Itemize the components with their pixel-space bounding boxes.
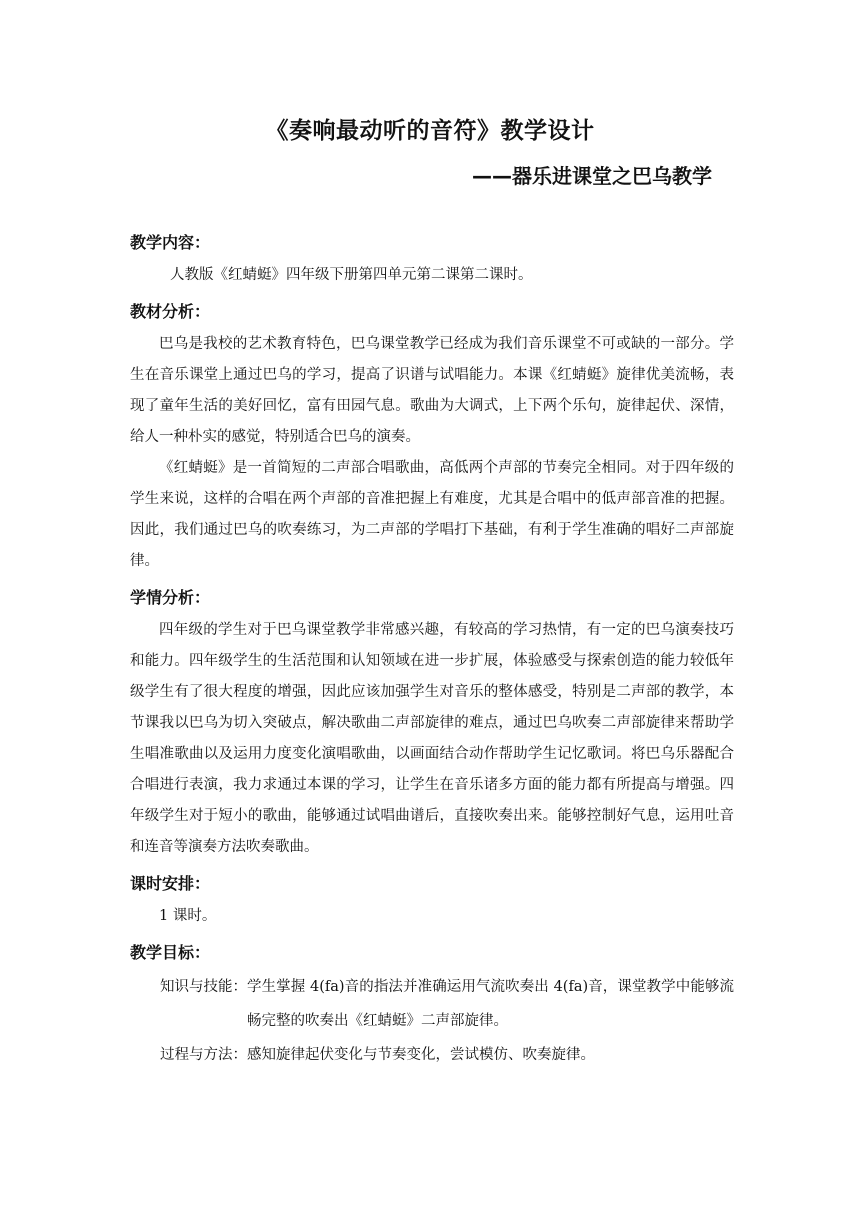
section-heading-content: 教学内容： (130, 233, 211, 252)
goal-item-knowledge-skills (130, 970, 734, 1038)
content-text: 人教版《红蜻蜓》四年级下册第四单元第二课第二课时。 (170, 267, 533, 283)
goal-text: 感知旋律起伏变化与节奏变化，尝试模仿、吹奏旋律。 (247, 1047, 595, 1063)
section-heading-textbook-analysis: 教材分析： (130, 302, 211, 321)
document-body (130, 226, 734, 1072)
section-heading-student-analysis: 学情分析： (130, 588, 211, 607)
goal-item-process-method (130, 1038, 734, 1072)
goal-text: 学生掌握 4(fa)音的指法并准确运用气流吹奏出 4(fa)音，课堂教学中能够流畅完整的吹奏出《红蜻蜓》二声部旋律。 (247, 979, 734, 1029)
schedule-text: 1 课时。 (159, 908, 217, 924)
goal-label: 过程与方法： (160, 1047, 247, 1063)
goal-label: 知识与技能： (160, 979, 247, 995)
textbook-analysis-paragraph-1: 巴乌是我校的艺术教育特色，巴乌课堂教学已经成为我们音乐课堂不可或缺的一部分。学生在音乐课堂上通过巴乌的学习，提高了识谱与试唱能力。本课《红蜻蜓》旋律优美流畅，表现了童年生活的美好回忆，富有田园气息。歌曲为大调式，上下两个乐句，旋律起伏、深情，给人一种朴实的感觉，特别适合巴乌的演奏。 (130, 336, 734, 445)
textbook-analysis-paragraph-2: 《红蜻蜓》是一首简短的二声部合唱歌曲，高低两个声部的节奏完全相同。对于四年级的学生来说，这样的合唱在两个声部的音准把握上有难度，尤其是合唱中的低声部音准的把握。因此，我们通过巴乌的吹奏练习，为二声部的学唱打下基础，有利于学生准确的唱好二声部旋律。 (130, 460, 734, 569)
section-heading-schedule: 课时安排： (130, 874, 211, 893)
section-heading-goals: 教学目标： (130, 943, 211, 962)
document-subtitle: ——器乐进课堂之巴乌教学 (472, 164, 712, 188)
student-analysis-paragraph: 四年级的学生对于巴乌课堂教学非常感兴趣，有较高的学习热情，有一定的巴乌演奏技巧和能力。四年级学生的生活范围和认知领域在进一步扩展，体验感受与探索创造的能力较低年级学生有了很大程度的增强，因此应该加强学生对音乐的整体感受，特别是二声部的教学，本节课我以巴乌为切入突破点，解决歌曲二声部旋律的难点，通过巴乌吹奏二声部旋律来帮助学生唱准歌曲以及运用力度变化演唱歌曲，以画面结合动作帮助学生记忆歌词。将巴乌乐器配合合唱进行表演，我力求通过本课的学习，让学生在音乐诸多方面的能力都有所提高与增强。四年级学生对于短小的歌曲，能够通过试唱曲谱后，直接吹奏出来。能够控制好气息，运用吐音和连音等演奏方法吹奏歌曲。 (130, 622, 734, 855)
document-title: 《奏响最动听的音符》教学设计 (265, 118, 595, 144)
